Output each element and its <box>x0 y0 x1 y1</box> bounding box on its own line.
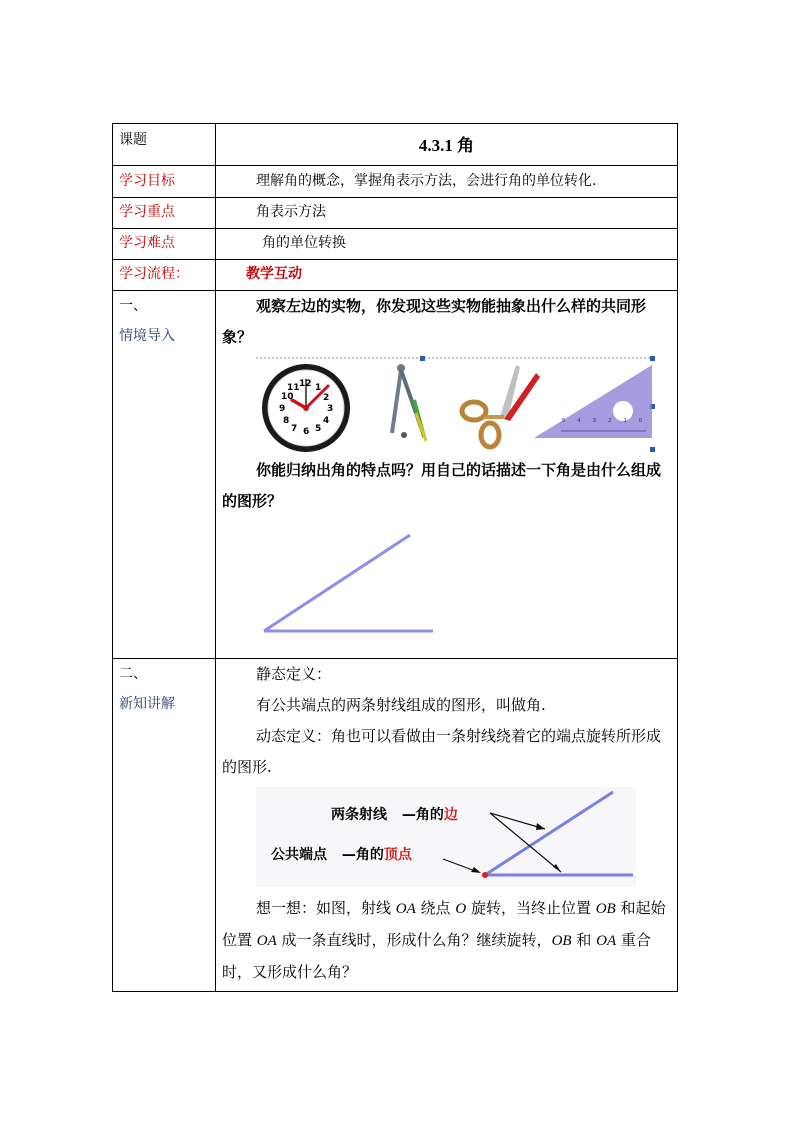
process-label-cell <box>113 260 216 291</box>
clock-number-2: 2 <box>323 393 330 403</box>
vertex-role-prefix: —角的 <box>341 847 384 863</box>
ruler-mark: 1 <box>623 418 627 424</box>
clock-number-8: 8 <box>283 416 290 426</box>
clock-number-1: 1 <box>315 383 322 393</box>
scissors-icon <box>462 365 540 447</box>
goals-text-cell <box>216 166 678 198</box>
angle-parts-diagram <box>216 787 677 887</box>
clock-number-9: 9 <box>279 404 286 414</box>
goals-label-cell <box>113 166 216 198</box>
clock-number-4: 4 <box>323 416 330 426</box>
rays-label: 两条射线 <box>331 807 387 823</box>
think-text: 和 <box>571 931 597 949</box>
ruler-mark: 0 <box>638 418 642 424</box>
ray-label-oa: OA <box>256 933 277 949</box>
section1-number: 一、 <box>119 298 147 314</box>
static-definition: 有公共端点的两条射线组成的图形，叫做角. <box>256 696 546 714</box>
ray-label-ob: OB <box>551 933 572 949</box>
header-title-cell <box>216 124 678 166</box>
process-text: 教学互动 <box>246 266 302 282</box>
goals-text: 理解角的概念，掌握角表示方法，会进行角的单位转化. <box>256 173 597 189</box>
vertex-dot <box>482 872 488 878</box>
think-text: 重合时，又形成什么角？ <box>222 931 651 981</box>
goals-label: 学习目标 <box>119 173 175 189</box>
section2-label-cell <box>113 659 216 992</box>
header-label-cell <box>113 124 216 166</box>
ray-label-oa: OA <box>596 933 617 949</box>
angle-sketch <box>256 519 456 639</box>
difficulty-text-cell <box>216 229 678 260</box>
key-point-label: 学习重点 <box>119 204 175 220</box>
think-text: 绕点 <box>415 899 456 917</box>
key-point-text: 角表示方法 <box>256 204 326 220</box>
point-label-o: O <box>455 901 467 917</box>
clock-number-7: 7 <box>291 424 298 434</box>
rays-role: 边 <box>443 807 458 823</box>
section2-name: 新知讲解 <box>119 696 175 712</box>
clock-number-5: 5 <box>315 424 322 434</box>
think-question <box>222 893 671 988</box>
static-definition-label: 静态定义： <box>256 665 332 683</box>
section2-content-cell <box>216 659 678 992</box>
difficulty-text: 角的单位转换 <box>262 235 346 251</box>
angle-ray-upper <box>264 535 410 631</box>
vertex-annotation <box>271 844 412 864</box>
think-text: 想一想：如图，射线 <box>256 899 396 917</box>
section1-name: 情境导入 <box>119 328 175 344</box>
think-text: 旋转，当终止位置 <box>466 899 596 917</box>
clock-number-10: 10 <box>281 392 294 402</box>
think-text: 和起始位置 <box>222 899 666 949</box>
process-text-cell <box>216 260 678 291</box>
rays-annotation <box>331 804 458 824</box>
angle-parts-graphic <box>256 787 636 887</box>
clock-face-numbers <box>279 379 334 437</box>
vertex-label: 公共端点 <box>271 847 327 863</box>
triangle-ruler-icon <box>534 365 652 438</box>
header-label: 课题 <box>119 132 147 148</box>
ruler-mark: 2 <box>608 418 612 424</box>
key-point-text-cell <box>216 198 678 229</box>
compass-icon <box>392 364 426 441</box>
ray-label-ob: OB <box>595 901 616 917</box>
dynamic-definition: 动态定义：角也可以看做由一条射线绕着它的端点旋转所形成的图形. <box>222 727 662 776</box>
section1-question1: 观察左边的实物，你发现这些实物能抽象出什么样的共同形象？ <box>222 297 647 346</box>
section1-question2: 你能归纳出角的特点吗？用自己的话描述一下角是由什么组成的图形？ <box>222 461 662 510</box>
section1-content-cell <box>216 291 678 659</box>
rays-role-prefix: —角的 <box>401 807 444 823</box>
section1-label-cell <box>113 291 216 659</box>
ruler-mark: 3 <box>592 418 596 424</box>
ruler-marks <box>562 418 642 424</box>
vertex-role: 顶点 <box>383 847 412 863</box>
clock-number-3: 3 <box>327 404 334 414</box>
key-point-label-cell <box>113 198 216 229</box>
objects-image <box>216 355 677 455</box>
ruler-mark: 4 <box>577 418 581 424</box>
lesson-title: 4.3.1 角 <box>418 136 475 155</box>
difficulty-label-cell <box>113 229 216 260</box>
think-text: 成一条直线时，形成什么角？继续旋转， <box>276 931 552 949</box>
clock-number-12: 12 <box>299 379 312 389</box>
clock-number-6: 6 <box>303 427 310 437</box>
process-label: 学习流程： <box>119 266 189 282</box>
lesson-table <box>112 123 678 992</box>
clock-number-11: 11 <box>287 383 300 393</box>
ruler-mark: 5 <box>562 418 566 424</box>
ray-label-oa: OA <box>395 901 416 917</box>
section2-number: 二、 <box>119 666 147 682</box>
difficulty-label: 学习难点 <box>119 235 175 251</box>
